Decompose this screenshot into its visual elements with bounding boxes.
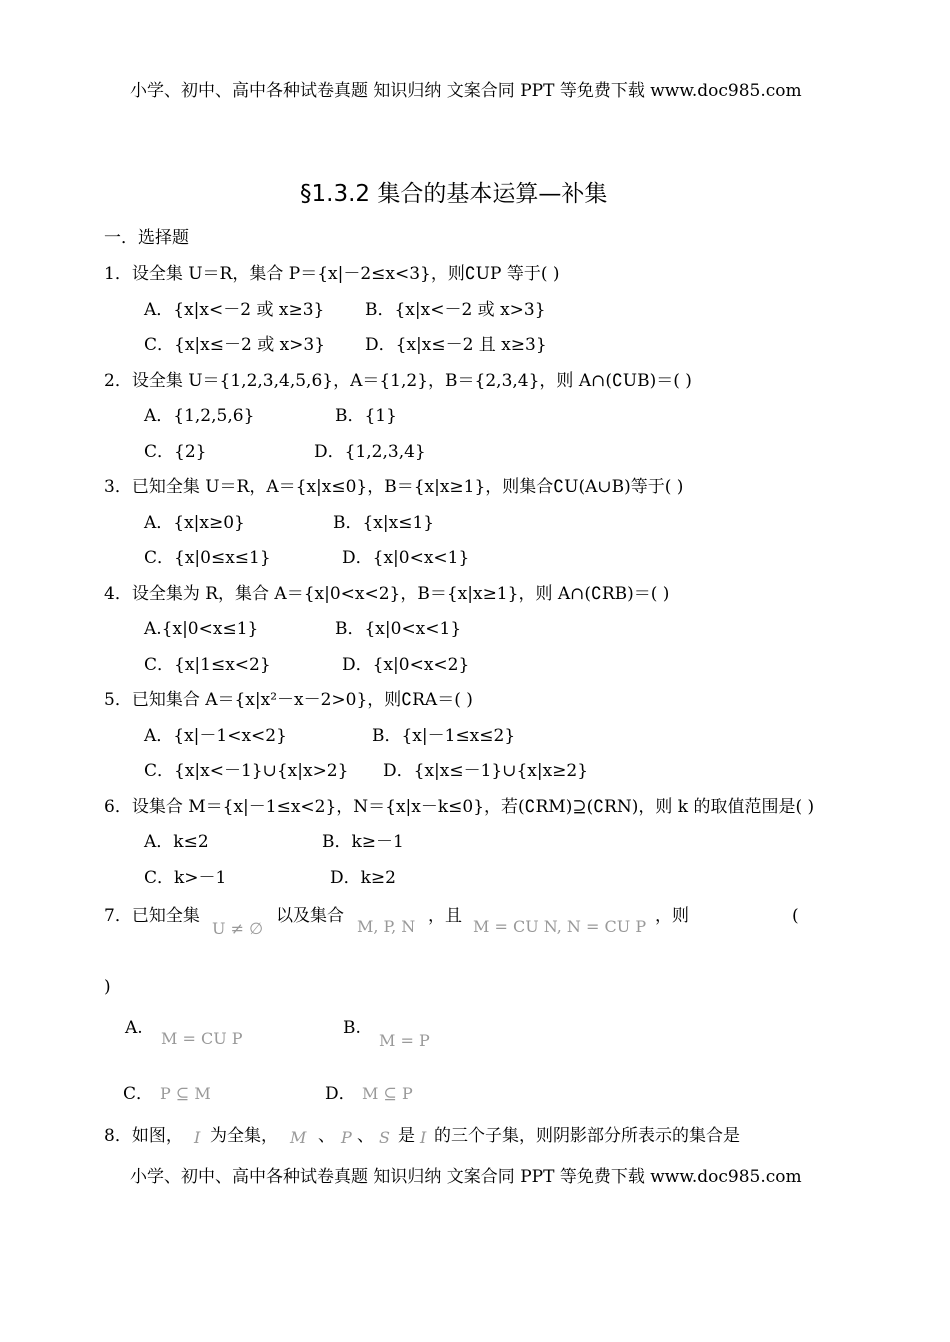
question-8-stem-part-4: 的三个子集，则阴影部分所表示的集合是 <box>434 1126 740 1146</box>
page-header: 小学、初中、高中各种试卷真题 知识归纳 文案合同 PPT 等免费下载 www.doc985.com <box>130 81 802 101</box>
question-4-option-c: C．{x|1≤x<2} <box>144 655 271 675</box>
question-2-option-b: B．{1} <box>335 406 397 426</box>
question-2-option-a: A．{1,2,5,6} <box>144 406 255 426</box>
question-7-stem-part-4: ，则 <box>655 906 689 926</box>
question-1-option-c: C．{x|x≤－2 或 x>3} <box>144 335 326 355</box>
question-8-symbol-s: S <box>379 1128 390 1147</box>
question-8-stem-part-3: 是 <box>398 1126 415 1146</box>
question-6-option-d: D．k≥2 <box>330 868 396 888</box>
question-6-option-c: C．k>－1 <box>144 868 227 888</box>
question-7-stem-part-3: ，且 <box>428 906 462 926</box>
section-heading: 一．选择题 <box>104 228 189 248</box>
question-2-option-d: D．{1,2,3,4} <box>314 442 426 462</box>
question-8-separator-1: 、 <box>318 1126 335 1146</box>
question-4-option-d: D．{x|0<x<2} <box>342 655 470 675</box>
question-4-stem: 4．设全集为 R，集合 A＝{x|0<x<2}，B＝{x|x≥1}，则 A∩(∁RB)＝( ) <box>104 584 670 604</box>
question-4-option-a: A.{x|0<x≤1} <box>144 619 259 639</box>
question-7-expr-2: M, P, N <box>357 917 416 936</box>
question-7-expr-1: U ≠ ∅ <box>212 919 263 938</box>
question-3-option-d: D．{x|0<x<1} <box>342 548 470 568</box>
question-7-option-b-label: B. <box>343 1018 361 1038</box>
question-5-option-b: B．{x|－1≤x≤2} <box>372 726 516 746</box>
question-1-option-b: B．{x|x<－2 或 x>3} <box>365 300 546 320</box>
question-8-separator-2: 、 <box>357 1126 374 1146</box>
question-8-stem-part-1: 8．如图， <box>104 1126 183 1146</box>
question-7-option-a-label: A. <box>125 1018 143 1038</box>
question-6-option-a: A．k≤2 <box>144 832 209 852</box>
question-3-option-c: C．{x|0≤x≤1} <box>144 548 271 568</box>
question-7-paren-open: ( <box>792 906 799 926</box>
question-7-stem-part-2: 以及集合 <box>276 906 344 926</box>
question-7-option-d-label: D． <box>325 1084 356 1104</box>
question-3-option-a: A．{x|x≥0} <box>144 513 245 533</box>
question-3-stem: 3．已知全集 U＝R，A＝{x|x≤0}，B＝{x|x≥1}，则集合∁U(A∪B)等于( ) <box>104 477 684 497</box>
question-1-option-d: D．{x|x≤－2 且 x≥3} <box>365 335 547 355</box>
question-7-stem-part-1: 7．已知全集 <box>104 906 200 926</box>
page-footer: 小学、初中、高中各种试卷真题 知识归纳 文案合同 PPT 等免费下载 www.doc985.com <box>130 1167 802 1187</box>
question-1-stem: 1．设全集 U＝R，集合 P＝{x|－2≤x<3}，则∁UP 等于( ) <box>104 264 560 284</box>
question-7-paren-close: ) <box>104 977 111 997</box>
question-7-option-a-expr: M = CU P <box>161 1029 243 1048</box>
question-5-option-d: D．{x|x≤－1}∪{x|x≥2} <box>383 761 589 781</box>
question-7-expr-3: M = CU N, N = CU P <box>473 917 647 936</box>
question-7-option-c-expr: P ⊆ M <box>160 1084 211 1103</box>
question-3-option-b: B．{x|x≤1} <box>333 513 435 533</box>
question-8-symbol-i: I <box>194 1128 201 1147</box>
question-8-symbol-m: M <box>290 1128 307 1147</box>
question-7-option-b-expr: M = P <box>379 1031 430 1050</box>
question-2-stem: 2．设全集 U＝{1,2,3,4,5,6}，A＝{1,2}，B＝{2,3,4}，则 A∩(∁UB)＝( ) <box>104 371 692 391</box>
question-7-option-d-expr: M ⊆ P <box>362 1084 413 1103</box>
question-1-option-a: A．{x|x<－2 或 x≥3} <box>144 300 325 320</box>
question-5-stem: 5．已知集合 A＝{x|x²－x－2>0}，则∁RA＝( ) <box>104 690 473 710</box>
question-2-option-c: C．{2} <box>144 442 207 462</box>
question-8-symbol-p: P <box>341 1128 352 1147</box>
question-7-option-c-label: C． <box>123 1084 154 1104</box>
question-8-stem-part-2: 为全集， <box>210 1126 278 1146</box>
question-8-symbol-i-2: I <box>420 1128 427 1147</box>
question-4-option-b: B．{x|0<x<1} <box>335 619 462 639</box>
question-6-stem: 6．设集合 M＝{x|－1≤x<2}，N＝{x|x－k≤0}，若(∁RM)⊇(∁RN)，则 k 的取值范围是( ) <box>104 797 815 817</box>
question-5-option-a: A．{x|－1<x<2} <box>144 726 287 746</box>
question-5-option-c: C．{x|x<－1}∪{x|x>2} <box>144 761 349 781</box>
question-6-option-b: B．k≥－1 <box>322 832 404 852</box>
page-title: §1.3.2 集合的基本运算—补集 <box>300 181 608 207</box>
